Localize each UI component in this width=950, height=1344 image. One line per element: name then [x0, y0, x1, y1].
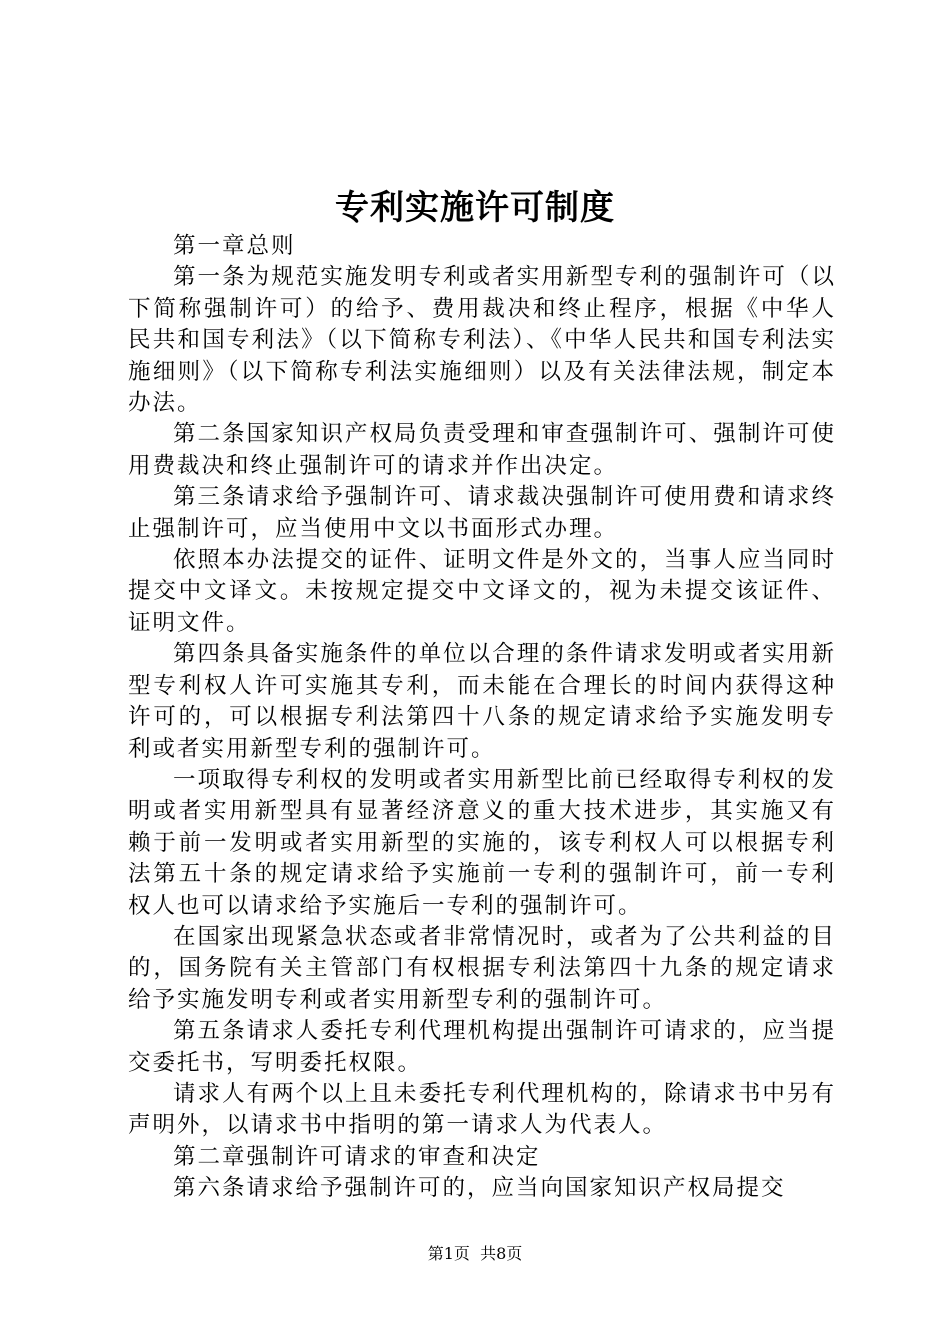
body-paragraph: 第五条请求人委托专利代理机构提出强制许可请求的，应当提交委托书，写明委托权限。 [128, 1018, 836, 1076]
body-paragraph: 依照本办法提交的证件、证明文件是外文的，当事人应当同时提交中文译文。未按规定提交中文译文的，视为未提交该证件、证明文件。 [128, 547, 836, 636]
body-paragraph: 第二条国家知识产权局负责受理和审查强制许可、强制许可使用费裁决和终止强制许可的请求并作出决定。 [128, 421, 836, 479]
chapter-heading: 第一章总则 [173, 233, 296, 259]
page-number: 第1页 [427, 1244, 470, 1263]
body-paragraph: 第三条请求给予强制许可、请求裁决强制许可使用费和请求终止强制许可，应当使用中文以书面形式办理。 [128, 484, 836, 542]
document-body [128, 231, 836, 1205]
body-paragraph: 第一条为规范实施发明专利或者实用新型专利的强制许可（以下简称强制许可）的给予、费用裁决和终止程序，根据《中华人民共和国专利法》（以下简称专利法）、《中华人民共和国专利法实施细则》（以下简称专利法实施细则）以及有关法律法规，制定本办法。 [128, 264, 836, 417]
body-paragraph: 请求人有两个以上且未委托专利代理机构的，除请求书中另有声明外，以请求书中指明的第一请求人为代表人。 [128, 1080, 836, 1139]
body-paragraph: 第四条具备实施条件的单位以合理的条件请求发明或者实用新型专利权人许可实施其专利，而未能在合理长的时间内获得这种许可的，可以根据专利法第四十八条的规定请求给予实施发明专利或者实用新型专利的强制许可。 [128, 641, 836, 762]
page-footer [0, 1244, 950, 1264]
page-total: 共8页 [480, 1244, 523, 1263]
body-paragraph: 在国家出现紧急状态或者非常情况时，或者为了公共利益的目的，国务院有关主管部门有权根据专利法第四十九条的规定请求给予实施发明专利或者实用新型专利的强制许可。 [128, 923, 836, 1013]
body-paragraph: 一项取得专利权的发明或者实用新型比前已经取得专利权的发明或者实用新型具有显著经济意义的重大技术进步，其实施又有赖于前一发明或者实用新型的实施的，该专利权人可以根据专利法第五十条的规定请求给予实施前一专利的强制许可，前一专利权人也可以请求给予实施后一专利的强制许可。 [128, 766, 836, 919]
chapter-heading: 第二章强制许可请求的审查和决定 [173, 1143, 541, 1170]
document-title: 专利实施许可制度 [335, 188, 615, 228]
body-paragraph: 第六条请求给予强制许可的，应当向国家知识产权局提交 [173, 1175, 786, 1202]
